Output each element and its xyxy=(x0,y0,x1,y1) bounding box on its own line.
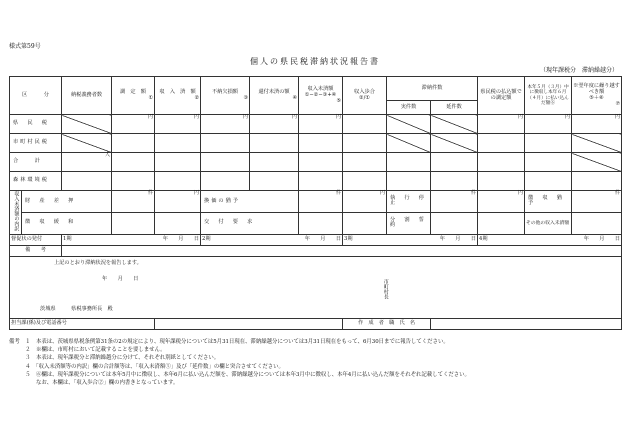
tokusoku-ki4: 4期 年 月 日 xyxy=(478,234,622,245)
header-loss: 不納欠損額 ③ xyxy=(201,77,250,115)
note-line: ３ 本表は、現年課税分と滞納繰越分に分けて、それぞれ別紙としてください。 xyxy=(9,355,220,362)
cell-empty[interactable] xyxy=(299,134,343,153)
cell-empty[interactable] xyxy=(572,212,622,234)
header-may-collected: 本年５月（３月）中に徴収し本年６月（４月）に払い込んだ額⑥ xyxy=(525,77,572,115)
header-collection-rate: 収入歩合 ②/① xyxy=(343,77,387,115)
unit-person: 人 xyxy=(62,153,112,172)
tantou-field[interactable] xyxy=(155,318,343,329)
header-actual-count: 実件数 xyxy=(387,101,431,115)
cell-empty[interactable] xyxy=(525,134,572,153)
cell-empty[interactable] xyxy=(343,134,387,153)
unit-yen: 円 xyxy=(155,191,201,213)
cell-empty[interactable] xyxy=(431,172,478,191)
cell-empty[interactable] xyxy=(572,172,622,191)
cell-empty[interactable] xyxy=(112,212,155,234)
item-choshu-yuyo: 徴 収 猶 予 xyxy=(525,191,572,213)
cell-diagonal xyxy=(572,134,622,153)
row-label-goukei: 合 計 xyxy=(10,153,62,172)
document-title: 個人の県民税滞納状況報告書 xyxy=(250,57,380,66)
header-uncollected: 収入未済額 ①−②−③+④ ⑤ xyxy=(299,77,343,115)
cell-empty[interactable] xyxy=(431,212,478,234)
cell-empty[interactable] xyxy=(431,153,478,172)
header-delinquent-count: 滞納件数 xyxy=(387,77,478,101)
cell-empty[interactable] xyxy=(343,153,387,172)
item-zaisan: 財 産 差 押 xyxy=(22,191,112,213)
unit-ken: 件 xyxy=(112,191,155,213)
cell-empty[interactable] xyxy=(201,134,250,153)
unit-yen: 円 xyxy=(343,191,387,213)
cell-empty[interactable] xyxy=(201,172,250,191)
item-sonota: その他の収入未済額 xyxy=(525,212,572,234)
cell-empty[interactable] xyxy=(478,153,525,172)
cell-empty[interactable] xyxy=(343,115,387,134)
cell-empty[interactable] xyxy=(525,172,572,191)
cell-empty[interactable] xyxy=(299,153,343,172)
notes-block xyxy=(9,338,470,387)
cell-empty[interactable] xyxy=(155,134,201,153)
tokusoku-ki3: 3期 年 月 日 xyxy=(343,234,478,245)
item-bunkatsu: 分 割 誓 約 xyxy=(387,212,431,234)
row-label-kenmin: 県 民 税 xyxy=(10,115,62,134)
cell-diagonal xyxy=(387,115,431,134)
cell-empty[interactable] xyxy=(343,172,387,191)
cell-empty[interactable] xyxy=(478,212,525,234)
unit-yen: 円 xyxy=(112,115,155,134)
cell-empty[interactable] xyxy=(478,172,525,191)
cell-empty[interactable] xyxy=(250,134,299,153)
header-total-count: 延件数 xyxy=(431,101,478,115)
cell-empty[interactable] xyxy=(343,212,387,234)
unit-ken: 件 xyxy=(431,191,478,213)
cell-empty[interactable] xyxy=(299,172,343,191)
cell-diagonal xyxy=(62,115,112,134)
cell-empty[interactable] xyxy=(112,172,155,191)
sakuseisha-label: 作 成 者 職 氏 名 xyxy=(343,318,431,329)
report-text: 上記のとおり滞納状況を報告します。 xyxy=(54,259,142,266)
header-refund: 還付未済の額 ④ xyxy=(250,77,299,115)
mayor-label: 市町村長 xyxy=(382,278,389,299)
cell-empty[interactable] xyxy=(387,153,431,172)
cell-diagonal xyxy=(431,134,478,153)
cell-empty[interactable] xyxy=(155,153,201,172)
unit-yen: 円 xyxy=(299,115,343,134)
note-line: ４ 「収入未済額等の内訳」欄の合計額等は、「収入未済額⑤」及び「延件数」の欄と突合させてください。 xyxy=(9,363,284,370)
unit-yen: 円 xyxy=(478,115,525,134)
unit-yen: 円 xyxy=(572,115,622,134)
tokusoku-ki2: 2期 年 月 日 xyxy=(201,234,343,245)
cell-empty[interactable] xyxy=(387,172,431,191)
report-addressee: 茨城県 県税事務所長 殿 xyxy=(40,305,113,312)
cell-empty[interactable] xyxy=(250,172,299,191)
cell-empty[interactable] xyxy=(112,134,155,153)
row-label-shinrin: 森林環境税 xyxy=(10,172,62,191)
header-assessed: 調 定 額 ① xyxy=(112,77,155,115)
report-block xyxy=(10,256,622,318)
cell-empty[interactable] xyxy=(155,212,201,234)
tokusoku-ki1: 1期 年 月 日 xyxy=(62,234,201,245)
cell-empty[interactable] xyxy=(62,172,112,191)
item-kanka: 換価の猶予 xyxy=(201,191,299,213)
unit-yen: 円 xyxy=(201,115,250,134)
header-payin-assessed: 県民税の払込額での調定額 xyxy=(478,77,525,115)
cell-empty[interactable] xyxy=(112,153,155,172)
tokusoku-label: 督促状の発付 xyxy=(10,234,62,245)
header-carryover: ※翌年度に繰り越すべき額 ⑤＋⑥ ⑦ xyxy=(572,77,622,115)
header-taxpayers: 納税義務者数 xyxy=(62,77,112,115)
unit-ken: 件 xyxy=(572,191,622,213)
tantou-label: 担当課(係)及び電話番号 xyxy=(10,318,155,329)
cell-empty[interactable] xyxy=(478,134,525,153)
form-number: 様式第59号 xyxy=(9,43,41,50)
unit-yen: 円 xyxy=(478,191,525,213)
item-choshu-kanwa: 徴 収 緩 和 xyxy=(22,212,112,234)
note-line: なお、本欄は、「収入歩合②」欄の内書きとなっています。 xyxy=(9,380,179,387)
cell-diagonal xyxy=(431,115,478,134)
note-line: ５ ⑥欄は、現年課税分については本年5月中に徴収し、本年6月に払い込んだ額を、滞納繰越分については本年3月中に徴収し、本年4月に払い込んだ額をそれぞれ記載してください。 xyxy=(9,371,470,378)
row-label-shichoson: 市町村民税 xyxy=(10,134,62,153)
item-shikkou: 執 行 停 止 xyxy=(387,191,431,213)
cell-diagonal xyxy=(62,134,112,153)
breakdown-label: 収入未済額の内訳 xyxy=(10,191,22,235)
unit-yen: 円 xyxy=(250,115,299,134)
item-kofu-yokyu: 交 付 要 求 xyxy=(201,212,299,234)
cell-empty[interactable] xyxy=(299,212,343,234)
cell-diagonal xyxy=(387,134,431,153)
bikou-label: 備 考 xyxy=(10,245,62,256)
bikou-field[interactable] xyxy=(62,245,622,256)
unit-yen: 円 xyxy=(155,115,201,134)
cell-empty[interactable] xyxy=(250,153,299,172)
sakuseisha-field[interactable] xyxy=(431,318,622,329)
cell-empty[interactable] xyxy=(525,153,572,172)
header-collected: 収 入 済 額 ② xyxy=(155,77,201,115)
unit-ken: 件 xyxy=(299,191,343,213)
cell-diagonal xyxy=(572,153,622,172)
note-line: 備考 １ 本表は、茨城県県税条例第31条の2の規定により、現年課税分については5月31日現在、滞納繰越分については3月31日現在をもって、6月30日までに報告してください。 xyxy=(9,339,449,345)
report-table xyxy=(9,76,622,330)
note-line: ２ ※欄は、市町村において記載することを要しません。 xyxy=(9,347,166,354)
unit-yen: 円 xyxy=(525,115,572,134)
report-date: 年 月 日 xyxy=(102,275,139,282)
cell-empty[interactable] xyxy=(155,172,201,191)
cell-empty[interactable] xyxy=(201,153,250,172)
header-kubun: 区 分 xyxy=(10,77,62,115)
subtitle-note: （現年課税分 滞納繰越分） xyxy=(539,67,618,74)
